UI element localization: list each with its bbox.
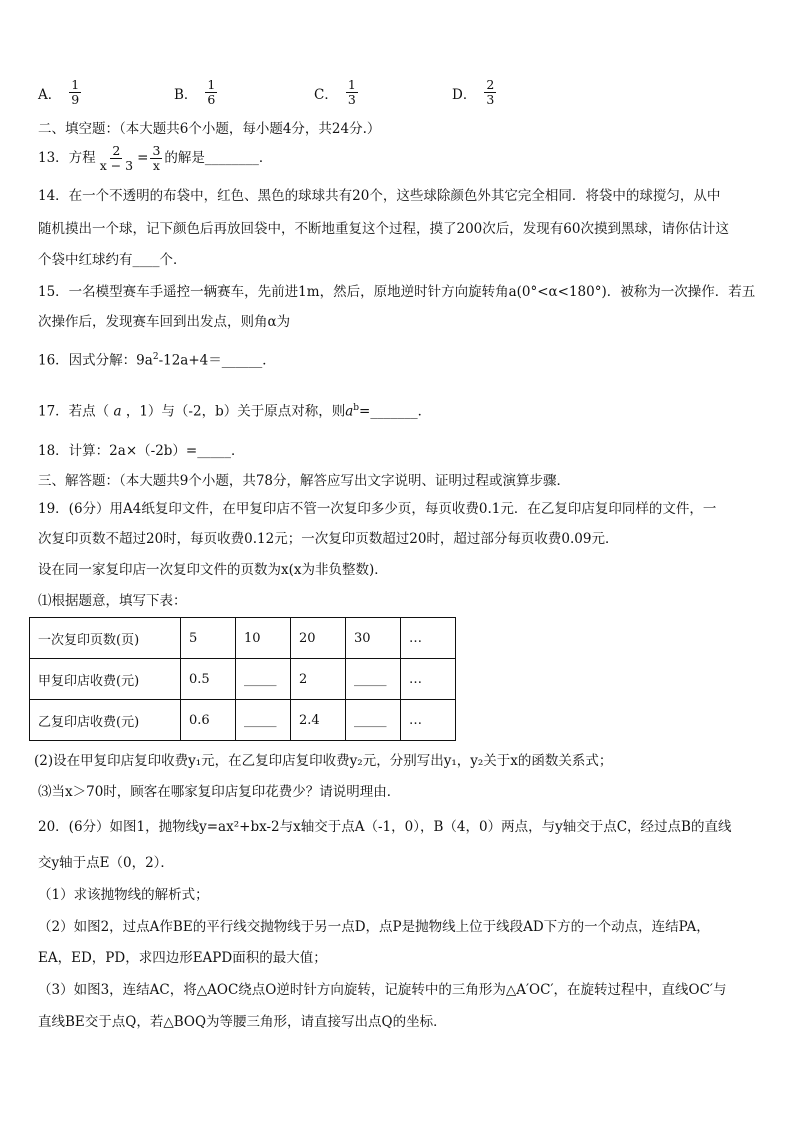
question-15-line-1: 15．一名模型赛车手遥控一辆赛车，先前进1m，然后，原地逆时针方向旋转角a(0°<α<180°)．被称为一次操作．若五 [38,284,756,300]
question-20-line-6: （3）如图3，连结AC，将△AOC绕点O逆时针方向旋转，记旋转中的三角形为△A′OC′，在旋转过程中，直线OC′与 [38,982,727,998]
option-label: B． [174,86,198,103]
table-cell: 20 [291,618,346,659]
table-cell: 0.6 [181,700,236,741]
table-cell: _____ [346,659,401,700]
table-cell: 一次复印页数(页) [30,618,181,659]
question-17: 17．若点（ a ，1）与（-2，b）关于原点对称，则$a^b=\_\_\_\_\_\_\_$． [38,403,432,420]
table-cell: 2 [291,659,346,700]
table-cell: 0.5 [181,659,236,700]
option-label: A． [38,86,62,103]
option-b [174,78,219,107]
table-cell: … [401,659,456,700]
question-15-line-2: 次操作后，发现赛车回到出发点，则角α为 [38,314,291,330]
option-a [38,78,83,107]
fraction: $\frac{2}{x - 3}$ [99,142,134,173]
question-13: 13．方程 $\frac{2}{x - 3}$ = $\frac{3}{x}$ 的解是________． [38,142,273,173]
question-20-line-7: 直线BE交于点Q，若△BOQ为等腰三角形，请直接写出点Q的坐标． [38,1014,447,1030]
table-cell: 5 [181,618,236,659]
question-19-line-1: 19．(6分）用A4纸复印文件，在甲复印店不管一次复印多少页，每页收费0.1元．在乙复印店复印同样的文件，一 [38,501,717,517]
question-14-line-3: 个袋中红球约有____个． [38,252,187,268]
table-cell: … [401,618,456,659]
question-18: 18．计算：2a×（-2b）=_____． [38,443,245,459]
table-cell: _____ [346,700,401,741]
fraction: $\frac{2}{3}$ [486,77,495,107]
fraction: $\frac{1}{3}$ [347,77,356,107]
table-row [30,618,456,659]
fraction: $\frac{1}{9}$ [71,77,80,107]
fraction: $\frac{3}{x}$ [152,142,161,173]
table-cell: 2.4 [291,700,346,741]
question-19-line-3: 设在同一家复印店一次复印文件的页数为x(x为非负整数)． [38,562,388,578]
option-label: D． [452,86,477,103]
table-cell: _____ [236,700,291,741]
section-heading-fill-in: 二、填空题：（本大题共6个小题，每小题4分，共24分.） [38,121,381,137]
question-20-line-1: 20．(6分）如图1，抛物线y=ax²+bx-2与x轴交于点A（-1，0），B（4，0）两点，与y轴交于点C，经过点B的直线 [38,819,732,835]
question-20-line-3: （1）求该抛物线的解析式； [38,887,209,903]
option-c [314,78,360,107]
table-cell: _____ [236,659,291,700]
question-14-line-2: 随机摸出一个球，记下颜色后再放回袋中，不断地重复这个过程，摸了200次后，发现有60次摸到黑球，请你估计这 [38,221,729,237]
question-19-line-4: ⑴根据题意，填写下表： [38,593,187,609]
table-cell: 乙复印店收费(元) [30,700,181,741]
table-row [30,659,456,700]
section-heading-solutions: 三、解答题：（本大题共9个小题，共78分，解答应写出文字说明、证明过程或演算步骤． [38,473,571,489]
fee-table [29,617,456,741]
question-20-line-5: EA，ED，PD，求四边形EAPD面积的最大值； [38,950,327,966]
table-cell: 甲复印店收费(元) [30,659,181,700]
question-20-line-2: 交y轴于点E（0，2）． [38,855,174,871]
table-row [30,700,456,741]
table-cell: 10 [236,618,291,659]
question-16: 16．因式分解：$9a^2-12a+4=\_\_\_\_\_\_$． [38,352,276,369]
table-cell: 30 [346,618,401,659]
question-19-line-2: 次复印页数不超过20时，每页收费0.12元；一次复印页数超过20时，超过部分每页收费0.09元． [38,531,619,547]
fraction: $\frac{1}{6}$ [207,77,216,107]
question-19-part-2: (2)设在甲复印店复印收费y₁元，在乙复印店复印收费y₂元，分别写出y₁，y₂关于x的函数关系式； [34,753,613,769]
question-14-line-1: 14．在一个不透明的布袋中，红色、黑色的球球共有20个，这些球除颜色外其它完全相同．将袋中的球搅匀，从中 [38,188,721,204]
option-label: C． [314,86,338,103]
option-d [452,78,498,107]
question-19-part-3: ⑶当x＞70时，顾客在哪家复印店复印花费少？请说明理由． [38,784,401,800]
question-20-line-4: （2）如图2，过点A作BE的平行线交抛物线于另一点D，点P是抛物线上位于线段AD下方的一个动点，连结PA， [38,919,710,935]
table-cell: … [401,700,456,741]
